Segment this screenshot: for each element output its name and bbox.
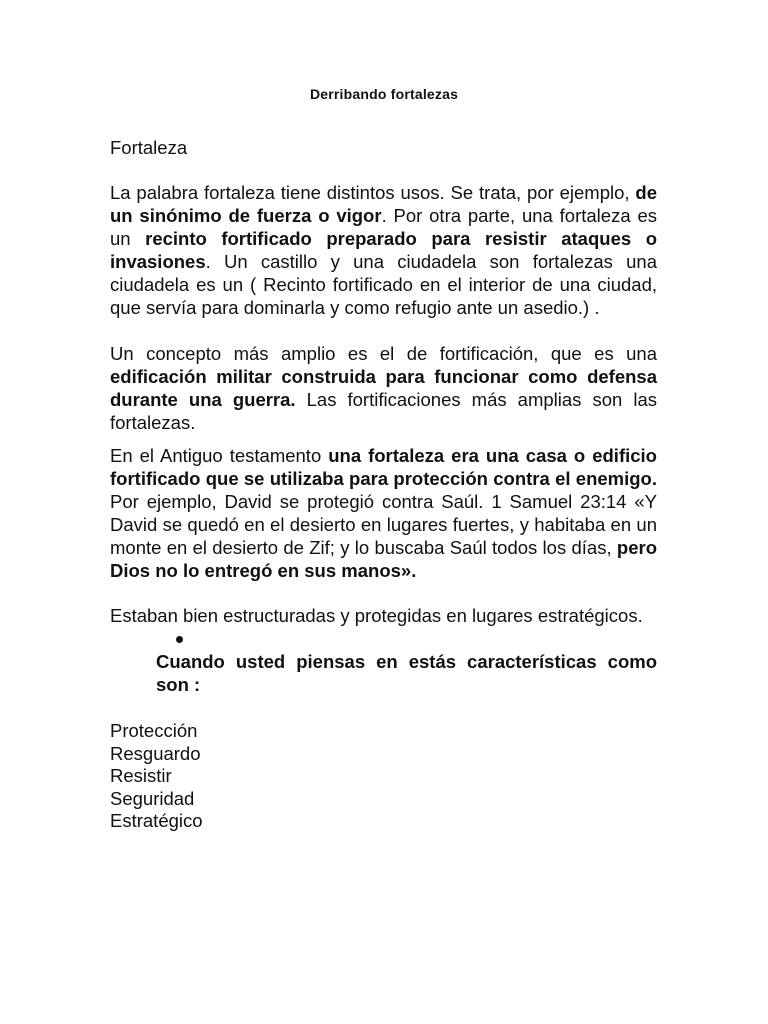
- document-title: Derribando fortalezas: [309, 86, 459, 102]
- characteristic-item: Resistir: [110, 765, 172, 786]
- paragraph-text: Un concepto más amplio es el de fortificación, que es una: [110, 343, 657, 364]
- paragraph-text: Las fortificaciones más amplias son las fortalezas.: [110, 389, 657, 433]
- characteristic-item: Resguardo: [110, 742, 201, 764]
- paragraph-text: Por ejemplo, David se protegió contra Saúl. 1 Samuel 23:14 «Y David se quedó en el desierto en lugares fuertes, y habitaba en un monte en el desierto de Zif; y lo buscaba Saúl todos los días,: [110, 491, 657, 558]
- bullet-dot-icon: [176, 636, 183, 643]
- characteristic-item: Estratégico: [110, 810, 203, 831]
- section-heading: Fortaleza: [110, 137, 188, 158]
- paragraph-definition: [110, 181, 657, 319]
- document-body: [110, 136, 657, 833]
- paragraph-old-testament: [110, 444, 657, 582]
- paragraph-fortification: [110, 342, 657, 434]
- characteristics-list: [110, 720, 657, 833]
- paragraph-text: La palabra fortaleza tiene distintos usos. Se trata, por ejemplo,: [110, 182, 636, 203]
- bullet-text: Cuando usted piensas en estás características como son :: [156, 651, 657, 695]
- paragraph-bold-text: una fortaleza era una casa o edificio fortificado que se utilizaba para protección contra el enemigo.: [110, 445, 657, 489]
- characteristic-item: Seguridad: [110, 787, 195, 809]
- paragraph-bold-text: pero Dios no lo entregó en sus manos».: [110, 537, 657, 581]
- paragraph-bold-text: recinto fortificado preparado para resistir ataques o invasiones: [110, 228, 657, 272]
- paragraph-structured: Estaban bien estructuradas y protegidas en lugares estratégicos.: [110, 605, 643, 626]
- paragraph-bold-text: de un sinónimo de fuerza o vigor: [110, 182, 657, 226]
- paragraph-text: En el Antiguo testamento: [110, 445, 329, 466]
- bullet-row: [156, 631, 657, 650]
- characteristic-item: Protección: [110, 720, 198, 741]
- paragraph-bold-text: edificación militar construida para funcionar como defensa durante una guerra.: [110, 366, 657, 410]
- bullet-list: [110, 631, 657, 696]
- paragraph-text: . Por otra parte, una fortaleza es un: [110, 205, 657, 249]
- paragraph-text: . Un castillo y una ciudadela son fortalezas una ciudadela es un ( Recinto fortificado en el interior de una ciudad, que servía para dominarla y como refugio ante un asedio.) .: [110, 251, 657, 318]
